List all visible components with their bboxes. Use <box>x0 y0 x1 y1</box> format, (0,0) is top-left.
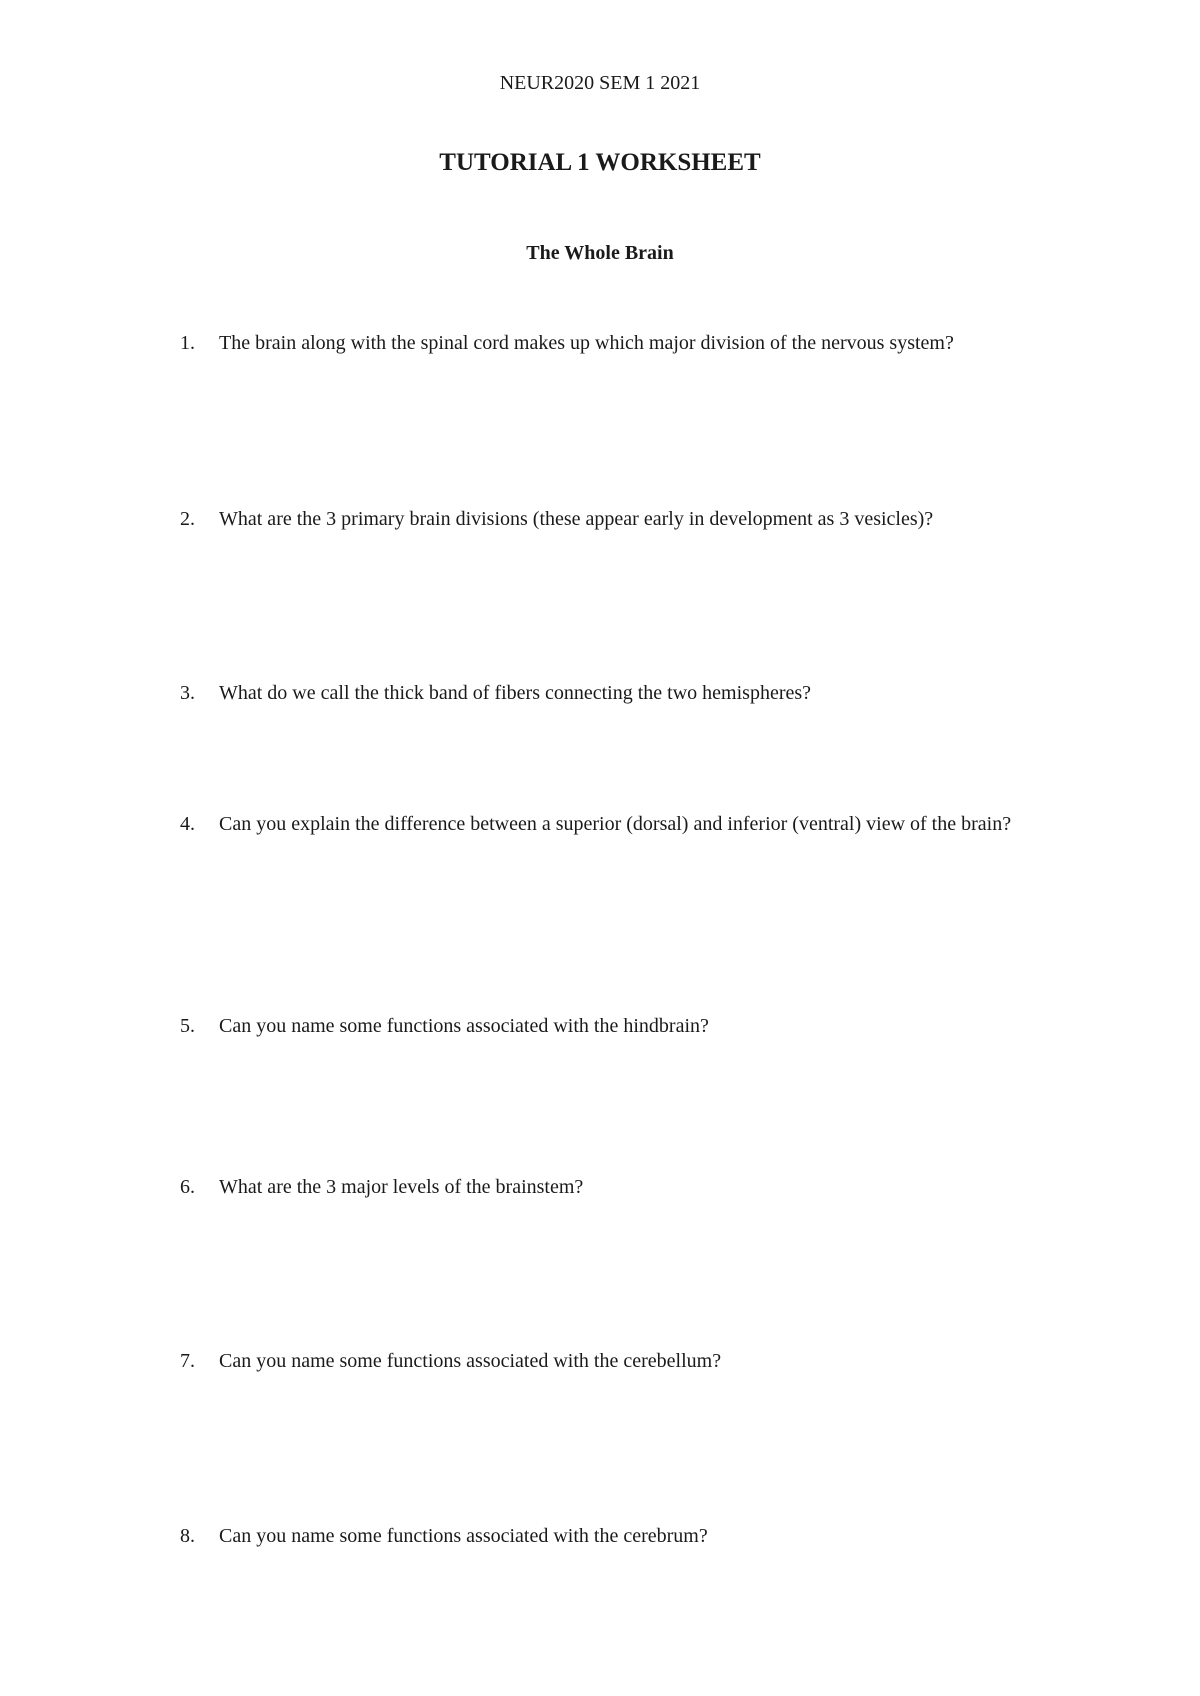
question-number: 7. <box>180 1350 195 1372</box>
question-text: What do we call the thick band of fibers connecting the two hemispheres? <box>219 682 812 704</box>
question-text: Can you explain the difference between a superior (dorsal) and inferior (ventral) view of the brain? <box>219 813 1012 835</box>
question-8 <box>180 1523 1060 1550</box>
question-text: What are the 3 major levels of the brainstem? <box>219 1176 584 1198</box>
question-text: Can you name some functions associated with the cerebellum? <box>219 1350 722 1372</box>
section-heading: The Whole Brain <box>526 242 674 264</box>
question-text: What are the 3 primary brain divisions (these appear early in development as 3 vesicles)? <box>219 508 934 530</box>
document-title: TUTORIAL 1 WORKSHEET <box>439 149 761 176</box>
question-5 <box>180 1013 1060 1040</box>
question-7 <box>180 1348 1060 1375</box>
question-3 <box>180 680 1060 707</box>
question-number: 2. <box>180 508 195 530</box>
question-number: 1. <box>180 332 195 354</box>
question-2 <box>180 506 1060 533</box>
question-4 <box>180 811 1060 838</box>
question-number: 8. <box>180 1525 195 1547</box>
question-number: 4. <box>180 813 195 835</box>
course-code: NEUR2020 SEM 1 2021 <box>499 72 701 94</box>
question-number: 5. <box>180 1015 195 1037</box>
question-6 <box>180 1174 1060 1201</box>
question-text: The brain along with the spinal cord makes up which major division of the nervous system? <box>219 332 954 354</box>
question-number: 6. <box>180 1176 195 1198</box>
question-number: 3. <box>180 682 195 704</box>
question-text: Can you name some functions associated with the cerebrum? <box>219 1525 708 1547</box>
question-text: Can you name some functions associated with the hindbrain? <box>219 1015 709 1037</box>
question-1 <box>180 330 1060 357</box>
